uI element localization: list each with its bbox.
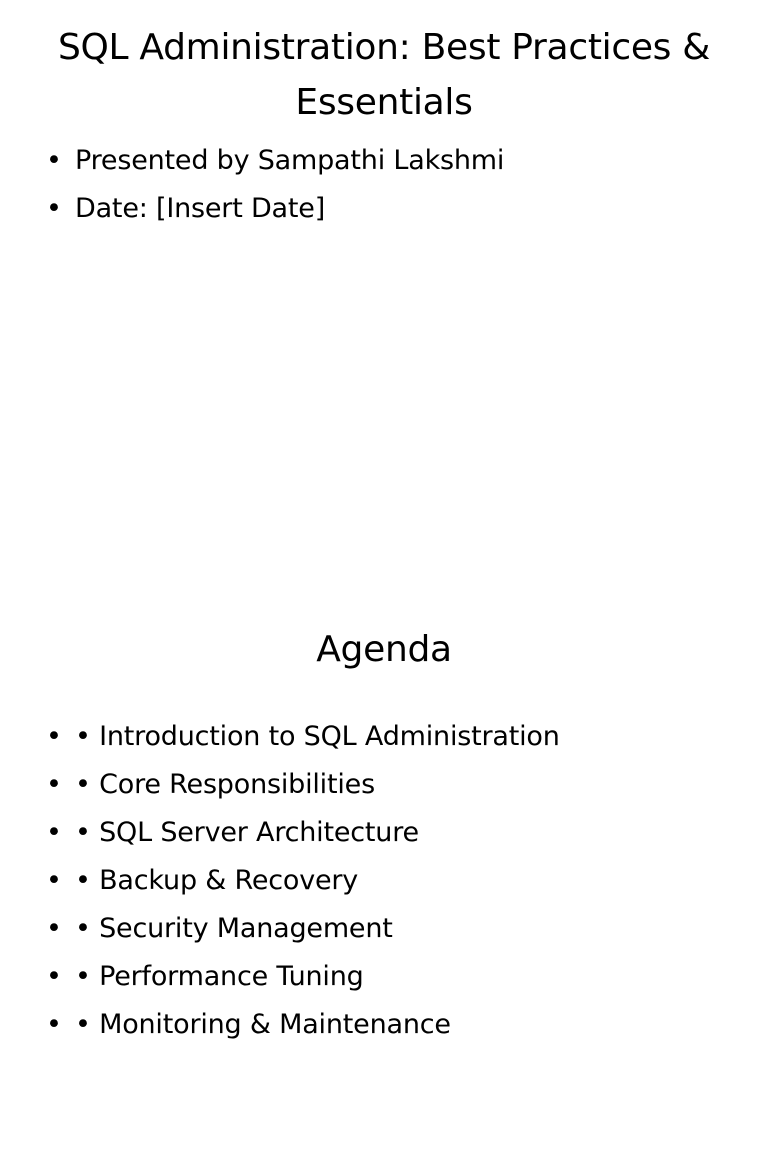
slide-title: SQL Administration: Best Practices & Essentials [57, 27, 711, 123]
agenda-item-security [46, 905, 560, 953]
bullet-text: • Monitoring & Maintenance [75, 1009, 451, 1040]
agenda-item-introduction [46, 713, 560, 761]
slide-title: Agenda [316, 629, 452, 670]
bullet-text: • Backup & Recovery [75, 865, 359, 896]
bullet-text: Date: [Insert Date] [75, 193, 326, 224]
bullet-item-presenter [46, 137, 504, 185]
bullet-text: Presented by Sampathi Lakshmi [75, 145, 505, 176]
bullet-text: • Performance Tuning [75, 961, 364, 992]
bullet-icon: • [46, 1009, 62, 1040]
bullet-icon: • [46, 769, 62, 800]
bullet-icon: • [46, 913, 62, 944]
bullet-text: • Introduction to SQL Administration [75, 721, 560, 752]
bullet-text: • Core Responsibilities [75, 769, 375, 800]
bullet-icon: • [46, 721, 62, 752]
agenda-item-backup [46, 857, 560, 905]
bullet-icon: • [46, 817, 62, 848]
bullet-icon: • [46, 145, 62, 176]
agenda-item-performance [46, 953, 560, 1001]
bullet-icon: • [46, 961, 62, 992]
bullet-list [46, 137, 504, 233]
bullet-icon: • [46, 193, 62, 224]
bullet-icon: • [46, 865, 62, 896]
agenda-list [46, 713, 560, 1049]
agenda-item-responsibilities [46, 761, 560, 809]
slide-agenda [0, 576, 768, 1152]
bullet-item-date [46, 185, 504, 233]
bullet-text: • Security Management [75, 913, 393, 944]
agenda-item-architecture [46, 809, 560, 857]
bullet-text: • SQL Server Architecture [75, 817, 419, 848]
agenda-item-monitoring [46, 1001, 560, 1049]
